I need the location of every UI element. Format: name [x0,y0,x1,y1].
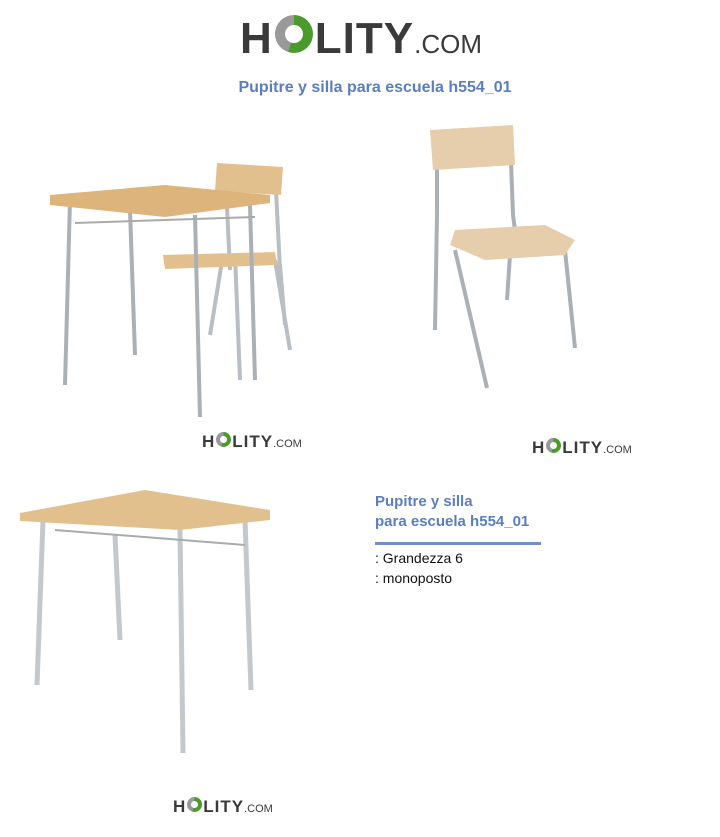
desk-image [15,485,275,760]
logo-suffix: .COM [603,444,632,456]
logo-text: LITY [562,438,604,457]
watermark-logo [173,797,273,817]
watermark-logo [532,438,632,458]
logo-o-icon [187,797,202,812]
logo-text: LITY [232,432,274,451]
logo-suffix: .COM [414,29,482,59]
logo-o-icon [216,432,231,447]
logo-text: LITY [314,14,415,63]
logo-text: H [240,14,273,63]
logo-o-icon [546,438,561,453]
desk-with-chair-image [45,155,295,420]
logo-text: H [173,797,187,816]
spec-size: : Grandezza 6 [375,550,463,566]
logo-text: H [202,432,216,451]
logo-text: H [532,438,546,457]
holity-logo[interactable] [240,14,482,64]
product-info [375,492,541,588]
divider [375,542,541,545]
logo-o-icon [275,15,313,53]
product-title-line: Pupitre y silla [375,493,473,510]
logo-text: LITY [203,797,245,816]
chair-image [425,120,590,395]
logo-suffix: .COM [244,803,273,815]
product-title-line: para escuela h554_01 [375,513,530,530]
watermark-logo [202,432,302,452]
product-title [375,492,541,532]
page-title: Pupitre y silla para escuela h554_01 [238,79,512,96]
spec-type: : monoposto [375,570,453,586]
logo-suffix: .COM [273,438,302,450]
